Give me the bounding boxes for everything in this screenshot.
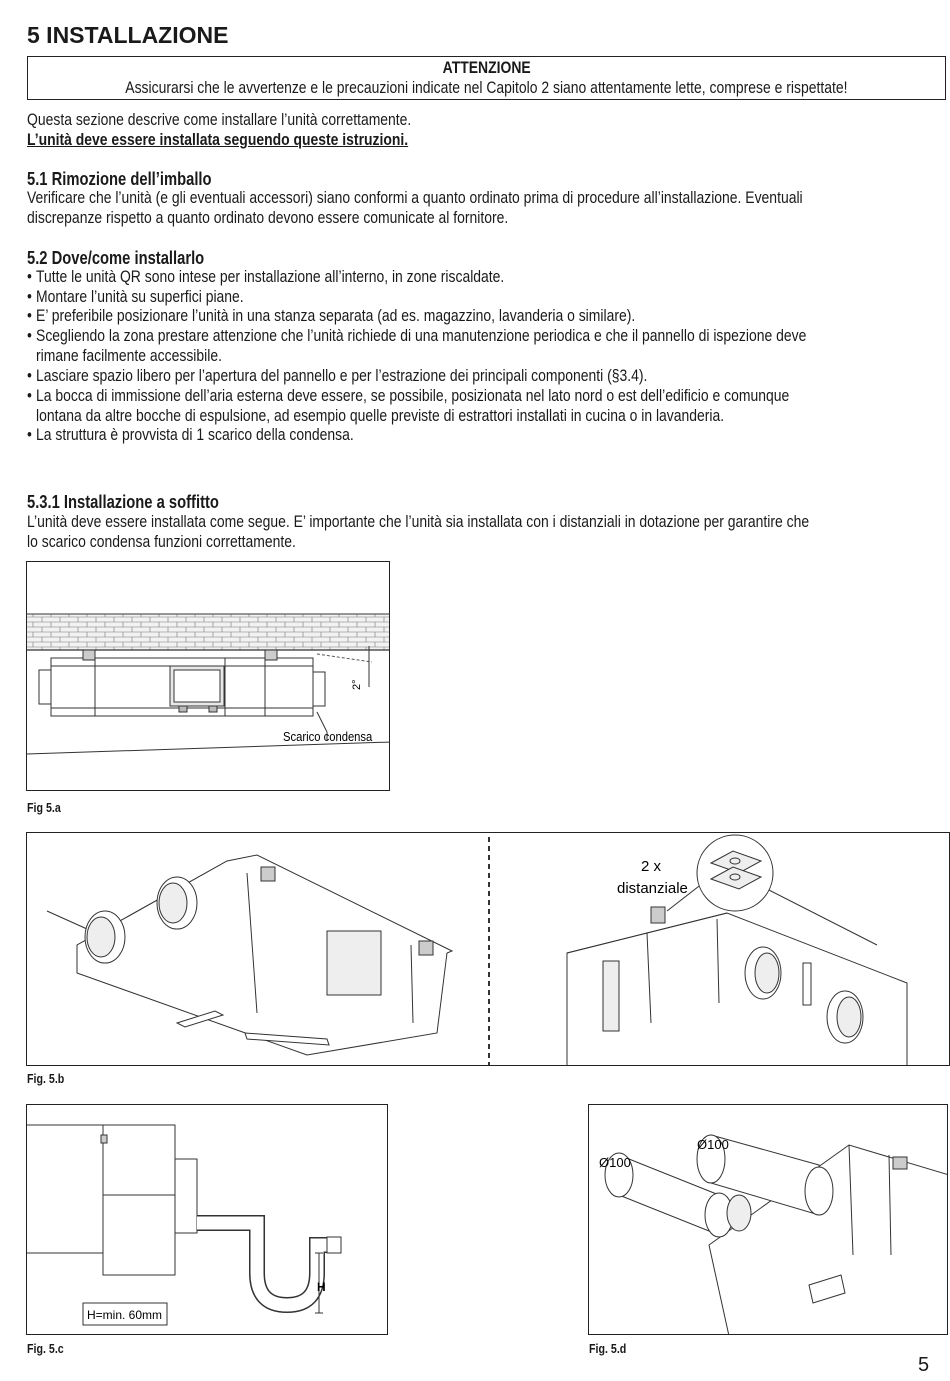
intro-line-1: Questa sezione descrive come installare l’unità correttamente. [27, 110, 412, 129]
s531-paragraph [27, 512, 950, 551]
figure-5a-caption: Fig 5.a [27, 800, 61, 815]
figure-5c [26, 1104, 388, 1335]
bullet-item: • Lasciare spazio libero per l’apertura del pannello e per l’estrazione dei principali componenti (§3.4). [27, 366, 648, 385]
figure-5d [588, 1104, 948, 1335]
spacer-label: distanziale [617, 880, 688, 897]
unit-side-view [39, 650, 325, 716]
h-min-note: H=min. 60mm [87, 1308, 163, 1322]
bullet-item: • Scegliendo la zona prestare attenzione che l’unità richiede di una manutenzione periodica e che il pannello di ispezione deve rimane facilmente accessibile. [27, 326, 807, 365]
ceiling-brick [27, 614, 390, 650]
bullet-item: • Montare l’unità su superfici piane. [27, 287, 244, 306]
unit-side-section [27, 1125, 197, 1275]
s51-line-1: Verificare che l’unità (e gli eventuali accessori) siano conformi a quanto ordinato prima di procedure all’installazione. Eventuali [27, 188, 803, 207]
bullet-item: • E’ preferibile posizionare l’unità in una stanza separata (ad es. magazzino, lavanderia o similare). [27, 306, 636, 325]
h-dimension-label: H [317, 1280, 326, 1294]
s531-line-2: lo scarico condensa funzioni correttamente. [27, 531, 296, 551]
drain-trap-illustration [27, 1105, 388, 1335]
page-number: 5 [918, 1354, 930, 1376]
diameter-label-2: Ø100 [697, 1137, 729, 1152]
unit-perspective-left [47, 855, 452, 1055]
duct-connection-illustration [589, 1105, 948, 1335]
spacer-install-illustration [27, 833, 950, 1066]
drain-label: Scarico condensa [283, 729, 373, 745]
section-title: 5 INSTALLAZIONE [27, 22, 229, 48]
heading-5-3-1: 5.3.1 Installazione a soffitto [27, 492, 219, 512]
heading-5-2: 5.2 Dove/come installarlo [27, 248, 205, 268]
figure-5d-caption: Fig. 5.d [589, 1341, 627, 1356]
bullet-item: • La bocca di immissione dell’aria esterna deve essere, se possibile, posizionata nel lato nord o est dell’edificio e comunque lontana da altre bocche di espulsione, ad esempio quelle previste di estrattori installati in cucina o in lavanderia. [27, 386, 790, 425]
attention-text: Assicurarsi che le avvertenze e le precauzioni indicate nel Capitolo 2 siano attentamente lette, comprese e rispettate! [125, 78, 848, 97]
figure-5c-caption: Fig. 5.c [27, 1341, 64, 1356]
heading-5-1: 5.1 Rimozione dell’imballo [27, 169, 212, 189]
figure-5b-caption: Fig. 5.b [27, 1071, 65, 1086]
figure-5b [26, 832, 950, 1066]
intro-text [27, 110, 950, 149]
attention-title: ATTENZIONE [442, 58, 531, 77]
diameter-label-1: Ø100 [599, 1155, 631, 1170]
spacer-count: 2 x [641, 858, 662, 875]
bullet-item: • Tutte le unità QR sono intese per installazione all’interno, in zone riscaldate. [27, 267, 505, 286]
figure-5a [26, 561, 390, 791]
ceiling-install-illustration [27, 562, 390, 791]
attention-box [27, 56, 946, 100]
bullet-item: • La struttura è provvista di 1 scarico della condensa. [27, 425, 354, 444]
unit-perspective-right [567, 907, 907, 1066]
s51-line-2: discrepanze rispetto a quanto ordinato devono essere comunicate al fornitore. [27, 207, 509, 227]
intro-line-2: L’unità deve essere installata seguendo queste istruzioni. [27, 129, 409, 149]
s531-line-1: L’unità deve essere installata come segue. E’ importante che l’unità sia installata con i distanziali in dotazione per garantire che [27, 512, 810, 531]
s51-paragraph [27, 188, 950, 227]
angle-label: 2° [351, 679, 363, 690]
